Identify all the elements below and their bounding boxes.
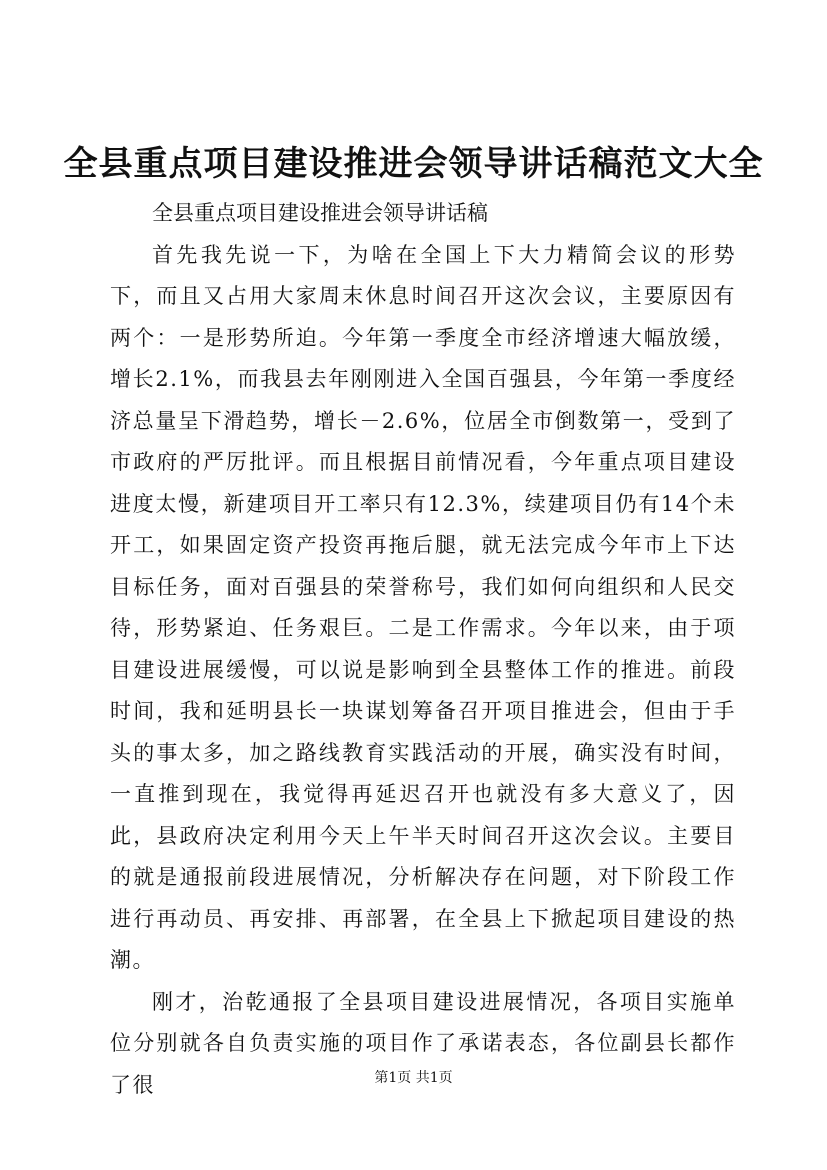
page-footer: 第1页 共1页 [374, 1070, 453, 1086]
paragraph-2: 刚才，治乾通报了全县项目建设进展情况，各项目实施单位分别就各自负责实施的项目作了承诺表态，各位副县长都作了很 [110, 989, 736, 1097]
document-title: 全县重点项目建设推进会领导讲话稿范文大全 [63, 144, 764, 184]
document-body [110, 193, 736, 1106]
paragraph-1: 首先我先说一下，为啥在全国上下大力精简会议的形势下，而且又占用大家周末休息时间召开这次会议，主要原因有两个：一是形势所迫。今年第一季度全市经济增速大幅放缓，增长2.1%，而我县去年刚刚进入全国百强县，今年第一季度经济总量呈下滑趋势，增长－2.6%，位居全市倒数第一，受到了市政府的严厉批评。而且根据目前情况看，今年重点项目建设进度太慢，新建项目开工率只有12.3%，续建项目仍有14个未开工，如果固定资产投资再拖后腿，就无法完成今年市上下达目标任务，面对百强县的荣誉称号，我们如何向组织和人民交待，形势紧迫、任务艰巨。二是工作需求。今年以来，由于项目建设进展缓慢，可以说是影响到全县整体工作的推进。前段时间，我和延明县长一块谋划筹备召开项目推进会，但由于手头的事太多，加之路线教育实践活动的开展，确实没有时间，一直推到现在，我觉得再延迟召开也就没有多大意义了，因此，县政府决定利用今天上午半天时间召开这次会议。主要目的就是通报前段进展情况，分析解决存在问题，对下阶段工作进行再动员、再安排、再部署，在全县上下掀起项目建设的热潮。 [110, 242, 736, 972]
document-subtitle: 全县重点项目建设推进会领导讲话稿 [152, 201, 488, 225]
